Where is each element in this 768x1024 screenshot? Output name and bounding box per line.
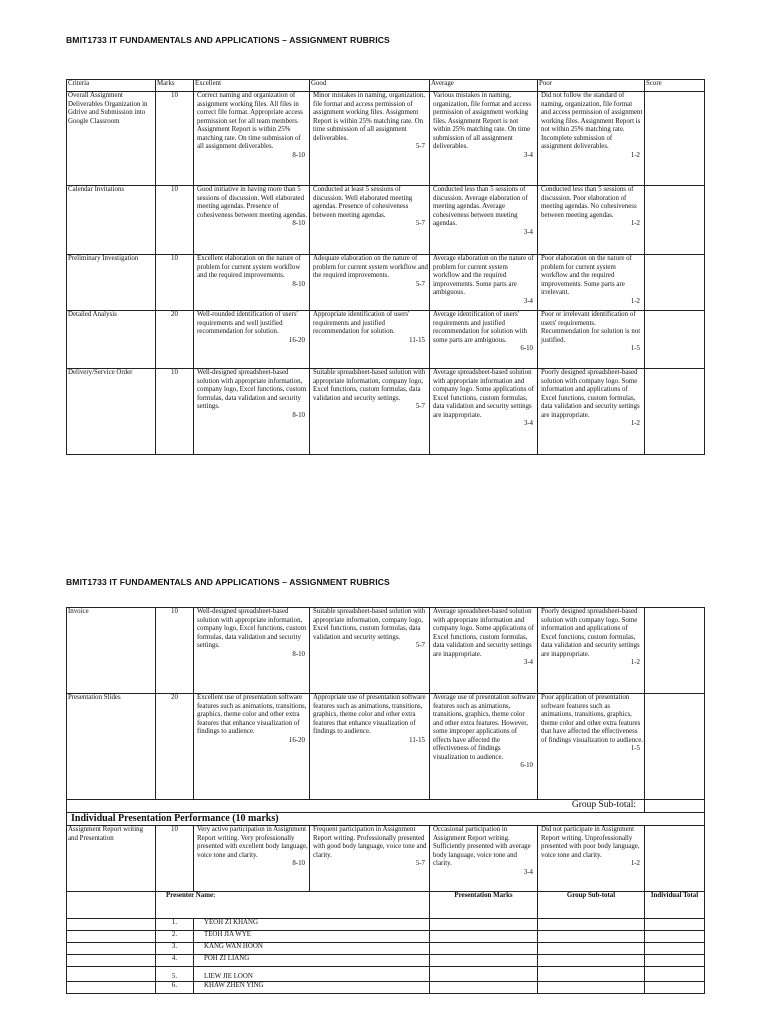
excellent-description: Excellent elaboration on the nature of problem for current system workflow and the required improvements.: [197, 255, 301, 279]
average-range: 3-4: [523, 868, 533, 876]
poor-range: 1-2: [630, 860, 640, 867]
average-cell: [430, 826, 538, 892]
average-description: Average spreadsheet-based solution with appropriate information and company logo. Some applications of Excel functions, custom formulas, data validation and security settings are inappropriate.: [433, 369, 534, 419]
average-cell: [430, 255, 538, 311]
rubric-table-1: [66, 79, 705, 455]
table-row: [67, 255, 705, 311]
criteria-cell: Preliminary Investigation: [67, 255, 156, 311]
presenter-number: 6.: [156, 982, 194, 994]
excellent-cell: [194, 608, 310, 694]
average-cell: [430, 369, 538, 455]
blank-cell: [67, 892, 156, 919]
good-cell: [310, 826, 430, 892]
table-row: [67, 92, 705, 186]
marks-cell: 20: [156, 311, 194, 369]
excellent-range: 8-10: [292, 860, 305, 867]
average-cell: [430, 186, 538, 255]
good-description: Adequate elaboration on the nature of problem for current system workflow and the required improvements.: [313, 255, 429, 279]
presentation-marks-cell[interactable]: [430, 943, 538, 955]
good-range: 5-7: [415, 143, 425, 150]
average-range: 3-4: [523, 228, 533, 236]
average-range: 3-4: [523, 420, 533, 427]
presenter-name: YEOH ZI KHANG: [194, 919, 430, 931]
poor-range: 1-2: [630, 151, 640, 159]
poor-description: Conducted less than 5 sessions of discussion. Poor elaboration of meeting agendas. No cohesiveness between meeting agendas.: [541, 186, 637, 219]
group-subtotal-cell[interactable]: [538, 943, 645, 955]
presenter-header-row: [67, 892, 705, 919]
marks-cell: 20: [156, 694, 194, 800]
poor-range: 1-2: [630, 420, 640, 427]
marks-cell: 10: [156, 369, 194, 455]
poor-description: Poorly designed spreadsheet-based solution with company logo. Some information and applications of Excel functions, custom formulas, data validation and security settings are inappropriate.: [541, 608, 640, 658]
presentation-marks-cell[interactable]: [430, 967, 538, 982]
poor-description: Did not follow the standard of naming, organization, file format and access permission of assignment working files. Assignment Report is not within 25% matching rate. Incomplete submission of assignment deliverables.: [541, 92, 643, 150]
marks-cell: 10: [156, 608, 194, 694]
blank-cell: [67, 943, 156, 955]
good-cell: [310, 694, 430, 800]
good-range: 5-7: [415, 280, 425, 288]
marks-cell: 10: [156, 826, 194, 892]
excellent-description: Good initiative in having more than 5 sessions of discussion. Well elaborated meeting agendas. Presence of cohesiveness between meeting agendas.: [197, 186, 308, 219]
score-cell[interactable]: [645, 186, 705, 255]
average-range: 6-10: [520, 762, 533, 769]
page2-heading: BMIT1733 IT FUNDAMENTALS AND APPLICATIONS – ASSIGNMENT RUBRICS: [66, 577, 390, 587]
individual-total-header: Individual Total: [645, 892, 705, 919]
good-description: Suitable spreadsheet-based solution with appropriate information, company logo, Excel functions, custom formulas, data validation and security settings.: [313, 608, 426, 641]
excellent-cell: [194, 186, 310, 255]
table-row: [67, 369, 705, 455]
good-cell: [310, 311, 430, 369]
good-cell: [310, 92, 430, 186]
header-score: Score: [645, 80, 705, 92]
presentation-marks-cell[interactable]: [430, 982, 538, 994]
blank-cell: [67, 967, 156, 982]
table-row: [67, 694, 705, 800]
table-row: [67, 608, 705, 694]
average-description: Conducted less than 5 sessions of discussion. Average elaboration of meeting agendas. Average cohesiveness between meeting agendas.: [433, 186, 528, 227]
presentation-marks-cell[interactable]: [430, 955, 538, 967]
score-cell[interactable]: [645, 608, 705, 694]
poor-range: 1-2: [630, 659, 640, 666]
poor-cell: [538, 694, 645, 800]
good-description: Appropriate use of presentation software features such as animations, transitions, graphics, theme color and other extra features that enhance visualization of findings to audience.: [313, 694, 426, 735]
presenter-row: [67, 943, 705, 955]
presenter-name: KANG WAN HOON: [194, 943, 430, 955]
poor-range: 1-5: [630, 345, 640, 352]
marks-cell: 10: [156, 255, 194, 311]
good-range: 5-7: [415, 220, 425, 227]
presenter-name: TEOH JIA WYE: [194, 931, 430, 943]
score-cell[interactable]: [645, 92, 705, 186]
presenter-name: LIEW JIE LOON: [194, 967, 430, 982]
excellent-description: Correct naming and organization of assignment working files. All files in correct file format. Appropriate access permission set for all team members. Assignment Report is within 25% matching rate. On time submission of all assignment deliverables.: [197, 92, 303, 150]
blank-cell: [67, 982, 156, 994]
average-description: Various mistakes in naming, organization, file format and access permission of assignment working files. Assignment Report is not within 25% matching rate. On time submission of all assignment deliverables.: [433, 92, 532, 150]
good-cell: [310, 608, 430, 694]
presenter-row: [67, 919, 705, 931]
individual-total-cell[interactable]: [645, 967, 705, 982]
criteria-cell: Delivery/Service Order: [67, 369, 156, 455]
group-subtotal-cell[interactable]: [538, 955, 645, 967]
excellent-cell: [194, 92, 310, 186]
good-cell: [310, 255, 430, 311]
average-cell: [430, 608, 538, 694]
marks-cell: 10: [156, 186, 194, 255]
poor-cell: [538, 826, 645, 892]
excellent-range: 8-10: [292, 151, 305, 159]
poor-description: Poor elaboration on the nature of problem for current system workflow and the required improvements. Some parts are irrelevant.: [541, 255, 632, 296]
table-header-row: [67, 80, 705, 92]
group-subtotal-score-cell[interactable]: [645, 800, 705, 813]
good-description: Appropriate identification of users' requirements and justified recommendation for solution.: [313, 311, 410, 335]
poor-cell: [538, 311, 645, 369]
presenter-row: [67, 982, 705, 994]
individual-total-cell[interactable]: [645, 943, 705, 955]
presenter-row: [67, 931, 705, 943]
score-cell[interactable]: [645, 826, 705, 892]
average-range: 6-10: [520, 345, 533, 352]
poor-range: 1-2: [630, 297, 640, 305]
individual-total-cell[interactable]: [645, 982, 705, 994]
poor-cell: [538, 92, 645, 186]
good-cell: [310, 186, 430, 255]
average-range: 3-4: [523, 659, 533, 666]
group-subtotal-cell[interactable]: [538, 919, 645, 931]
group-subtotal-cell[interactable]: [538, 931, 645, 943]
presenter-name: POH ZI LIANG: [194, 955, 430, 967]
score-cell[interactable]: [645, 369, 705, 455]
excellent-cell: [194, 369, 310, 455]
excellent-range: 8-10: [292, 411, 305, 419]
good-description: Frequent participation in Assignment Report writing. Professionally presented with good body language, voice tone and clarity.: [313, 826, 427, 859]
group-subtotal-cell[interactable]: [538, 967, 645, 982]
header-good: Good: [310, 80, 430, 92]
good-description: Suitable spreadsheet-based solution with appropriate information, company logo, Excel functions, custom formulas, data validation and security settings.: [313, 369, 426, 402]
poor-description: Poor application of presentation software features such as animations, transitions, graphics, theme color and other extra features that have affected the effectiveness of findings visualization to audience.: [541, 694, 643, 744]
header-average: Average: [430, 80, 538, 92]
excellent-range: 8-10: [292, 650, 305, 658]
presenter-number: 3.: [156, 943, 194, 955]
excellent-range: 8-10: [292, 280, 305, 288]
table-row: [67, 186, 705, 255]
good-description: Minor mistakes in naming, organization, file format and access permission of assignment working files. Assignment Report is within 25% matching rate. On time submission of all assignment deliverables.: [313, 92, 426, 142]
group-subtotal-row: [67, 800, 705, 813]
average-description: Average identification of users' requirements and justified recommendation for solution with some parts are ambiguous.: [433, 311, 527, 344]
group-subtotal-label: Group Sub-total:: [67, 800, 645, 813]
poor-cell: [538, 255, 645, 311]
presenter-number: 4.: [156, 955, 194, 967]
good-range: 11-15: [409, 336, 425, 344]
criteria-cell: Detailed Analysis: [67, 311, 156, 369]
poor-description: Poor or irrelevant identification of users' requirements. Recommendation for solution is not justified.: [541, 311, 641, 344]
poor-cell: [538, 369, 645, 455]
score-cell[interactable]: [645, 255, 705, 311]
good-range: 5-7: [415, 860, 425, 867]
header-excellent: Excellent: [194, 80, 310, 92]
poor-range: 1-2: [630, 220, 640, 227]
average-cell: [430, 311, 538, 369]
average-cell: [430, 694, 538, 800]
presenter-name: KHAW ZHEN YING: [194, 982, 430, 994]
good-range: 5-7: [415, 403, 425, 410]
excellent-description: Well-rounded identification of users' requirements and well justified recommendation for solution.: [197, 311, 298, 335]
excellent-description: Well-designed spreadsheet-based solution with appropriate information, company logo, Excel functions, custom formulas, data validation and security settings.: [197, 369, 307, 410]
header-poor: Poor: [538, 80, 645, 92]
score-cell[interactable]: [645, 311, 705, 369]
poor-range: 1-5: [630, 745, 640, 752]
excellent-range: 8-10: [292, 220, 305, 227]
excellent-range: 16-20: [288, 336, 305, 344]
excellent-range: 16-20: [288, 736, 305, 744]
average-description: Average spreadsheet-based solution with appropriate information and company logo. Some applications of Excel functions, custom formulas, data validation and security settings are inappropriate.: [433, 608, 534, 658]
excellent-cell: [194, 694, 310, 800]
criteria-cell: Presentation Slides: [67, 694, 156, 800]
presentation-marks-cell[interactable]: [430, 919, 538, 931]
average-range: 3-4: [523, 297, 533, 305]
criteria-cell: Assignment Report writing and Presentation: [67, 826, 156, 892]
average-range: 3-4: [523, 151, 533, 159]
page1-heading: BMIT1733 IT FUNDAMENTALS AND APPLICATIONS – ASSIGNMENT RUBRICS: [66, 35, 390, 45]
table-row: [67, 311, 705, 369]
good-cell: [310, 369, 430, 455]
excellent-description: Excellent use of presentation software features such as animations, transitions, graphics, theme color and other extra features that enhance visualization of findings to audience.: [197, 694, 307, 735]
group-subtotal-header: Group Sub-total: [538, 892, 645, 919]
individual-total-cell[interactable]: [645, 931, 705, 943]
score-cell[interactable]: [645, 694, 705, 800]
individual-total-cell[interactable]: [645, 919, 705, 931]
individual-criteria-row: [67, 826, 705, 892]
poor-cell: [538, 186, 645, 255]
excellent-description: Very active participation in Assignment Report writing. Very professionally presented with excellent body language, voice tone and clarity.: [197, 826, 308, 859]
presentation-marks-header: Presentation Marks: [430, 892, 538, 919]
header-marks: Marks: [156, 80, 194, 92]
marks-cell: 10: [156, 92, 194, 186]
average-cell: [430, 92, 538, 186]
good-range: 11-15: [409, 736, 425, 744]
group-subtotal-cell[interactable]: [538, 982, 645, 994]
rubric-table-2: [66, 607, 705, 994]
header-criteria: Criteria: [67, 80, 156, 92]
excellent-cell: [194, 255, 310, 311]
individual-section-title-row: [67, 813, 705, 826]
excellent-cell: [194, 311, 310, 369]
average-description: Average elaboration on the nature of problem for current system workflow and the required improvements. Some parts are ambiguous.: [433, 255, 534, 296]
average-description: Average use of presentation software features such as animations, transitions, graphics, theme color and other extra features. However, some improper applications of effects have affected the effectiveness of findings visualization to audience.: [433, 694, 536, 761]
blank-cell: [67, 931, 156, 943]
good-range: 5-7: [415, 642, 425, 649]
blank-cell: [67, 955, 156, 967]
presentation-marks-cell[interactable]: [430, 931, 538, 943]
presenter-number: 5.: [156, 967, 194, 982]
criteria-cell: Overall Assignment Deliverables Organization in Gdrive and Submission into Google Classroom: [67, 92, 156, 186]
average-description: Occasional participation in Assignment Report writing. Sufficiently presented with average body language, voice tone and clarity.: [433, 826, 531, 867]
presenter-row: [67, 967, 705, 982]
excellent-cell: [194, 826, 310, 892]
criteria-cell: Calendar Invitations: [67, 186, 156, 255]
poor-cell: [538, 608, 645, 694]
individual-total-cell[interactable]: [645, 955, 705, 967]
excellent-description: Well-designed spreadsheet-based solution with appropriate information, company logo, Excel functions, custom formulas, data validation and security settings.: [197, 608, 307, 649]
presenter-row: [67, 955, 705, 967]
blank-cell: [67, 919, 156, 931]
presenter-name-header: Presenter Name:: [156, 892, 430, 919]
good-description: Conducted at least 5 sessions of discussion. Well elaborated meeting agendas. Presence of cohesiveness between meeting agendas.: [313, 186, 413, 219]
presenter-number: 1.: [156, 919, 194, 931]
poor-description: Poorly designed spreadsheet-based solution with company logo. Some information and applications of Excel functions, custom formulas, data validation and security settings are inappropriate.: [541, 369, 640, 419]
individual-section-title: Individual Presentation Performance (10 marks): [67, 813, 705, 826]
poor-description: Did not participate in Assignment Report writing. Unprofessionally presented with poor body language, voice tone and clarity.: [541, 826, 640, 859]
criteria-cell: Invoice: [67, 608, 156, 694]
presenter-number: 2.: [156, 931, 194, 943]
